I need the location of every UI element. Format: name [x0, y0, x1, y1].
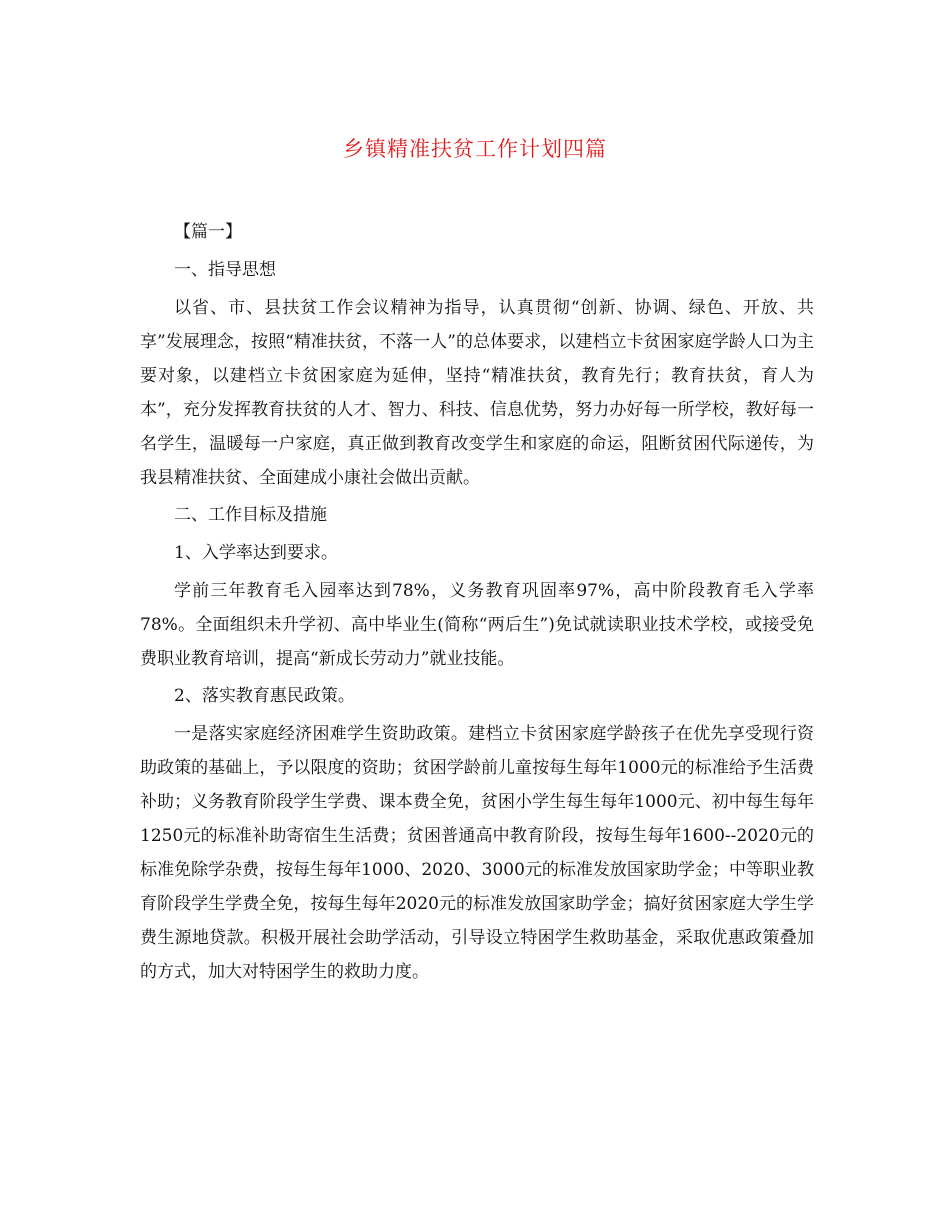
subsection-heading: 一、指导思想 — [174, 260, 276, 280]
numbered-item-heading: 2、落实教育惠民政策。 — [174, 686, 355, 706]
body-paragraph: 一是落实家庭经济困难学生资助政策。建档立卡贫困家庭学龄孩子在优先享受现行资助政策的基础上，予以限度的资助；贫困学龄前儿童按每生每年1000元的标准给予生活费补助；义务教育阶段学生学费、课本费全免，贫困小学生每生每年1000元、初中每生每年1250元的标准补助寄宿生生活费；贫困普通高中教育阶段，按每生每年1600--2020元的标准免除学杂费，按每生每年1000、2020、3000元的标准发放国家助学金；中等职业教育阶段学生学费全免，按每生每年2020元的标准发放国家助学金；搞好贫困家庭大学生学费生源地贷款。积极开展社会助学活动，引导设立特困学生救助基金，采取优惠政策叠加的方式，加大对特困学生的救助力度。 — [140, 724, 814, 982]
document-title: 乡镇精准扶贫工作计划四篇 — [343, 137, 607, 161]
subsection-heading: 二、工作目标及措施 — [174, 505, 327, 525]
body-paragraph: 以省、市、县扶贫工作会议精神为指导，认真贯彻“创新、协调、绿色、开放、共享”发展理念，按照“精准扶贫，不落一人”的总体要求，以建档立卡贫困家庭学龄人口为主要对象，以建档立卡贫困家庭为延伸，坚持“精准扶贫，教育先行；教育扶贫，育人为本”，充分发挥教育扶贫的人才、智力、科技、信息优势，努力办好每一所学校，教好每一名学生，温暖每一户家庭，真正做到教育改变学生和家庭的命运，阻断贫困代际递传，为我县精准扶贫、全面建成小康社会做出贡献。 — [140, 298, 814, 488]
section-heading: 【篇一】 — [174, 222, 242, 242]
document-body — [140, 215, 814, 992]
numbered-item-heading: 1、入学率达到要求。 — [174, 543, 338, 563]
body-paragraph: 学前三年教育毛入园率达到78%，义务教育巩固率97%，高中阶段教育毛入学率78%。全面组织未升学初、高中毕业生(简称“两后生”)免试就读职业技术学校，或接受免费职业教育培训，提高“新成长劳动力”就业技能。 — [140, 581, 814, 669]
